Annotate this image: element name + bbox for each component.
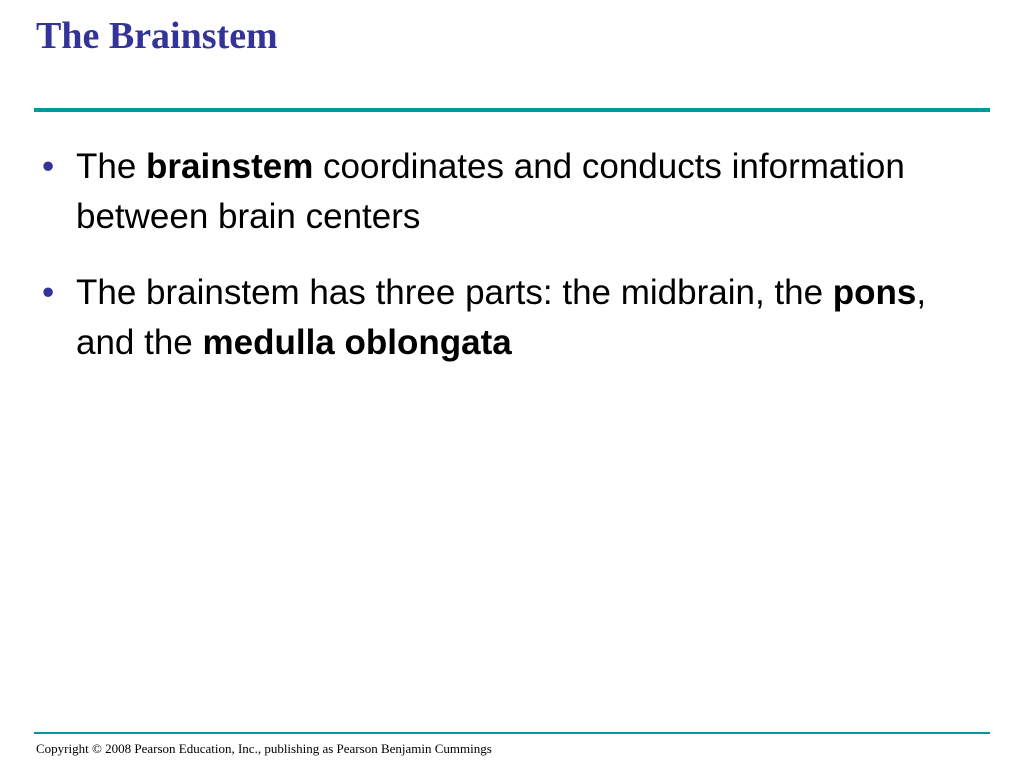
bullet-item	[34, 268, 974, 368]
bullet-item	[34, 142, 974, 242]
bullet-text-segment: The	[76, 147, 147, 186]
bullet-list	[34, 142, 974, 394]
copyright-footer: Copyright © 2008 Pearson Education, Inc., publishing as Pearson Benjamin Cummings	[36, 741, 492, 756]
slide-title: The Brainstem	[36, 15, 278, 57]
footer-divider	[34, 732, 990, 734]
bullet-text-emphasis: pons	[832, 273, 917, 312]
bullet-text-segment: coordinates and conducts information between brain centers	[76, 147, 905, 236]
title-divider	[34, 108, 990, 112]
bullet-marker: •	[42, 273, 55, 312]
bullet-text-emphasis: brainstem	[146, 147, 314, 186]
bullet-text-segment: , and the	[76, 273, 927, 362]
bullet-text-segment: The brainstem has three parts: the midbrain, the	[76, 273, 833, 312]
bullet-text-emphasis: medulla oblongata	[202, 323, 512, 362]
bullet-marker: •	[42, 147, 55, 186]
